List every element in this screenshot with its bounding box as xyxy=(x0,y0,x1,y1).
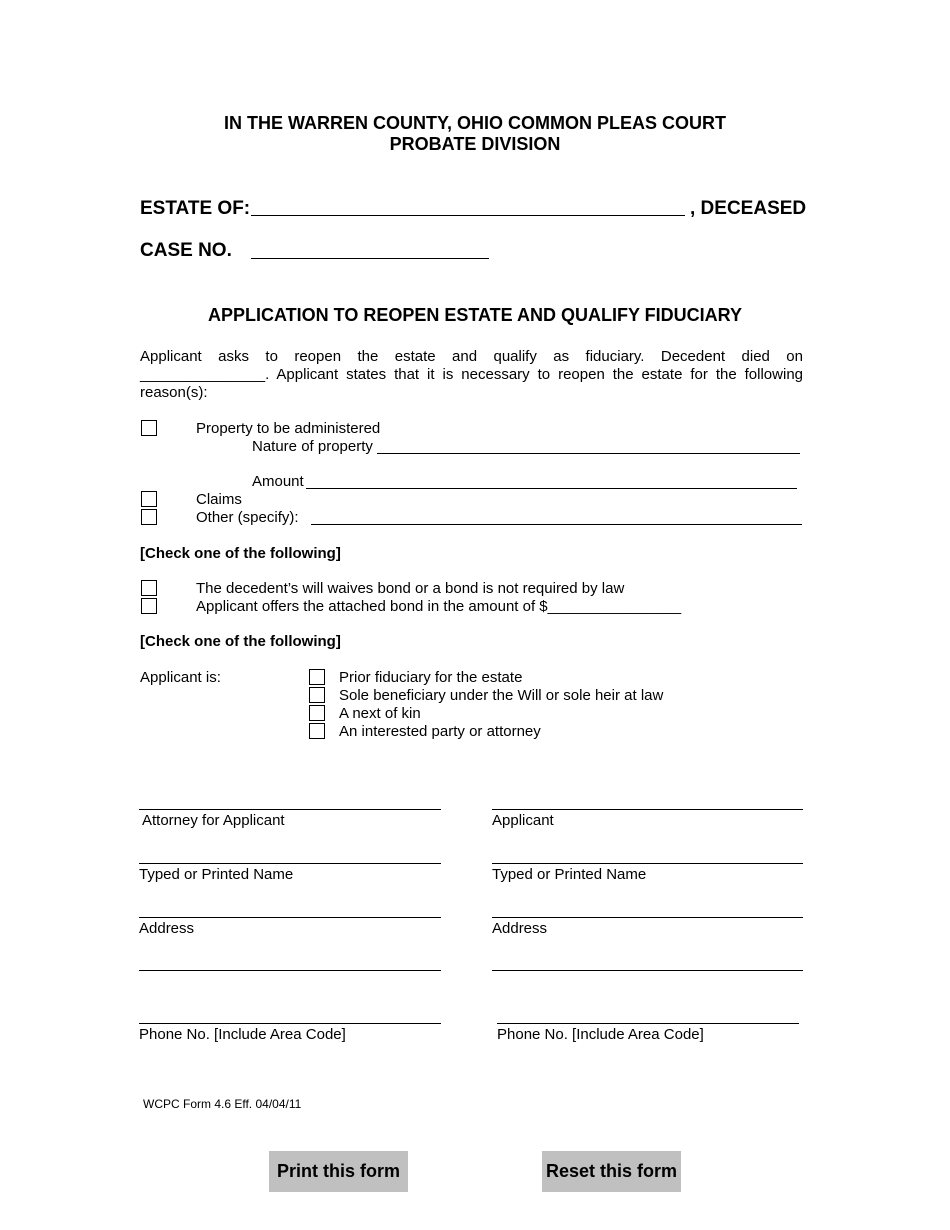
interested-party-checkbox[interactable] xyxy=(309,723,325,739)
estate-label: ESTATE OF: xyxy=(140,198,251,219)
applicant-is-label: Applicant is: xyxy=(140,669,221,686)
prior-fiduciary-label: Prior fiduciary for the estate xyxy=(339,669,523,686)
bond-offered-label: Applicant offers the attached bond in the amount of $________________ xyxy=(196,598,682,615)
attorney-phone-line[interactable] xyxy=(139,1023,441,1024)
applicant-phone-label: Phone No. [Include Area Code] xyxy=(497,1026,704,1043)
case-number-field[interactable] xyxy=(251,258,489,259)
attorney-phone-label: Phone No. [Include Area Code] xyxy=(139,1026,346,1043)
applicant-signature-line[interactable] xyxy=(492,809,803,810)
applicant-name-line[interactable] xyxy=(492,863,803,864)
claims-label: Claims xyxy=(196,491,242,508)
attorney-name-label: Typed or Printed Name xyxy=(139,866,294,883)
applicant-address-line[interactable] xyxy=(492,917,803,918)
other-specify-field[interactable] xyxy=(311,524,802,525)
other-checkbox[interactable] xyxy=(141,509,157,525)
bond-waived-checkbox[interactable] xyxy=(141,580,157,596)
other-label: Other (specify): xyxy=(196,509,299,526)
check-one-heading-bond: [Check one of the following] xyxy=(140,545,341,562)
prior-fiduciary-checkbox[interactable] xyxy=(309,669,325,685)
applicant-address-label: Address xyxy=(492,920,548,937)
form-title: APPLICATION TO REOPEN ESTATE AND QUALIFY FIDUCIARY xyxy=(207,305,743,325)
interested-party-label: An interested party or attorney xyxy=(339,723,541,740)
check-one-heading-applicant: [Check one of the following] xyxy=(140,633,341,650)
claims-checkbox[interactable] xyxy=(141,491,157,507)
nature-of-property-field[interactable] xyxy=(377,453,800,454)
deceased-label: , DECEASED xyxy=(690,198,807,219)
applicant-name-label: Typed or Printed Name xyxy=(492,866,647,883)
estate-name-field[interactable] xyxy=(251,215,685,216)
amount-field[interactable] xyxy=(306,488,797,489)
intro-line-2: _______________. Applicant states that it is necessary to reopen the estate for the following xyxy=(140,366,803,383)
reset-button[interactable]: Reset this form xyxy=(542,1151,681,1192)
nature-of-property-label: Nature of property xyxy=(252,438,373,455)
sole-beneficiary-checkbox[interactable] xyxy=(309,687,325,703)
intro-line-3: reason(s): xyxy=(140,384,208,401)
applicant-phone-line[interactable] xyxy=(497,1023,799,1024)
attorney-name-line[interactable] xyxy=(139,863,441,864)
case-number-label: CASE NO. xyxy=(140,240,232,261)
court-heading: IN THE WARREN COUNTY, OHIO COMMON PLEAS COURT xyxy=(223,113,726,133)
print-button[interactable]: Print this form xyxy=(269,1151,408,1192)
property-label: Property to be administered xyxy=(196,420,381,437)
amount-label: Amount xyxy=(252,473,304,490)
attorney-address-line-2[interactable] xyxy=(139,970,441,971)
property-checkbox[interactable] xyxy=(141,420,157,436)
sole-beneficiary-label: Sole beneficiary under the Will or sole heir at law xyxy=(339,687,664,704)
bond-waived-label: The decedent’s will waives bond or a bond is not required by law xyxy=(196,580,625,597)
bond-offered-checkbox[interactable] xyxy=(141,598,157,614)
applicant-address-line-2[interactable] xyxy=(492,970,803,971)
attorney-address-label: Address xyxy=(139,920,195,937)
attorney-label: Attorney for Applicant xyxy=(142,812,285,829)
next-of-kin-checkbox[interactable] xyxy=(309,705,325,721)
division-heading: PROBATE DIVISION xyxy=(389,134,561,154)
attorney-signature-line[interactable] xyxy=(139,809,441,810)
form-number: WCPC Form 4.6 Eff. 04/04/11 xyxy=(143,1097,302,1111)
next-of-kin-label: A next of kin xyxy=(339,705,421,722)
applicant-label: Applicant xyxy=(492,812,554,829)
attorney-address-line[interactable] xyxy=(139,917,441,918)
intro-line-1: Applicant asks to reopen the estate and qualify as fiduciary. Decedent died on xyxy=(140,348,803,365)
